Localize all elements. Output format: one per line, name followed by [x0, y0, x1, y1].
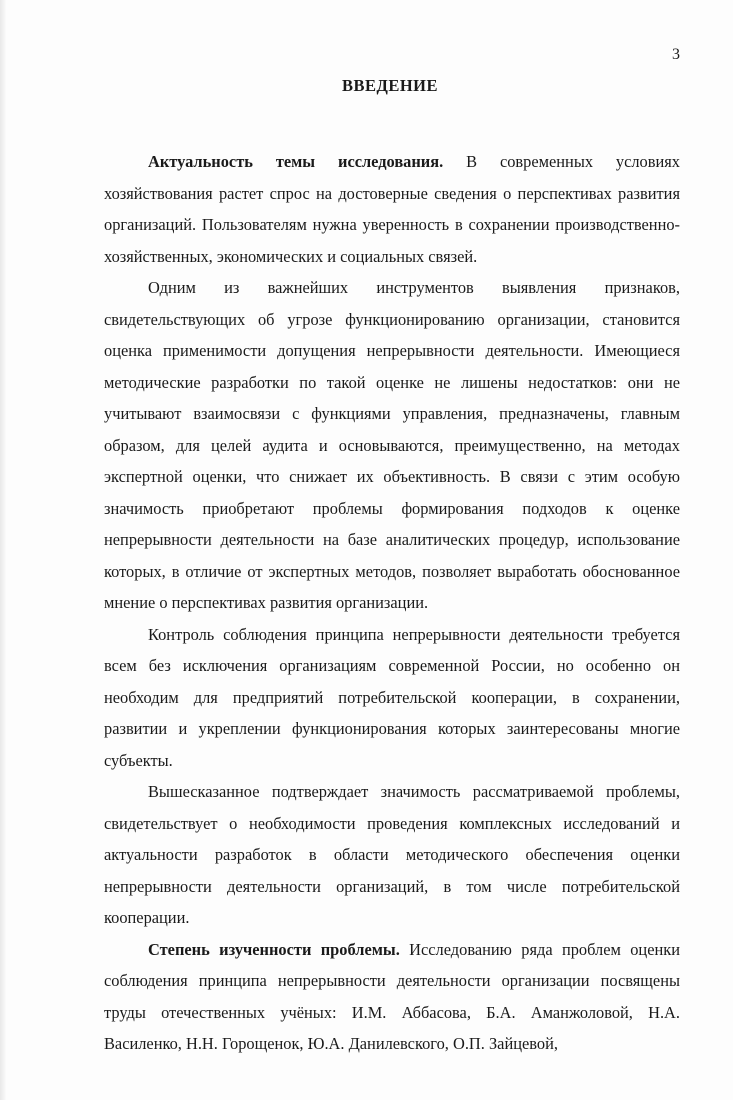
paragraph-text: Исследованию ряда проблем оценки соблюдения принципа непрерывности деятельности организации посвящены труды отечественных учёных: И.М. Аббасова, Б.А. Аманжоловой, Н.А. Василенко, Н.Н. Горощенок, Ю.А. Данилевского, О.П. Зайцевой,: [104, 939, 680, 1053]
page-number: 3: [672, 46, 680, 63]
paragraph-lead: Степень изученности проблемы.: [148, 939, 400, 959]
paragraph-tools: [104, 272, 680, 619]
section-title: ВВЕДЕНИЕ: [341, 76, 439, 95]
paragraph-lead: Актуальность темы исследования.: [148, 152, 444, 171]
paragraph-text: В современных условиях хозяйствования растет спрос на достоверные сведения о перспективах развития организаций. Пользователям нужна уверенность в сохранении производственно-хозяйственных, экономических и социальных связей.: [104, 152, 680, 266]
paragraph-text: Одним из важнейших инструментов выявления признаков, свидетельствующих об угрозе функционированию организации, становится оценка применимости допущения непрерывности деятельности. Имеющиеся методические разработки по такой оценке не лишены недостатков: они не учитывают взаимосвязи с функциями управления, предназначены, главным образом, для целей аудита и основываются, преимущественно, на методах экспертной оценки, что снижает их объективность. В связи с этим особую значимость приобретают проблемы формирования подходов к оценке непрерывности деятельности на базе аналитических процедур, использование которых, в отличие от экспертных методов, позволяет выработать обоснованное мнение о перспективах развития организации.: [104, 278, 680, 612]
paragraph-text: Вышесказанное подтверждает значимость рассматриваемой проблемы, свидетельствует о необходимости проведения комплексных исследований и актуальности разработок в области методического обеспечения оценки непрерывности деятельности организаций, в том числе потребительской кооперации.: [104, 782, 680, 927]
paragraph-significance: [104, 776, 680, 934]
paragraph-text: Контроль соблюдения принципа непрерывности деятельности требуется всем без исключения организациям современной России, но особенно он необходим для предприятий потребительской кооперации, в сохранении, развитии и укреплении функционирования которых заинтересованы многие субъекты.: [104, 624, 680, 770]
paragraph-relevance: [104, 146, 680, 272]
scan-edge: [0, 0, 6, 1100]
paragraph-study-degree: [104, 934, 680, 1060]
paragraph-control: [104, 619, 680, 777]
document-body: [104, 146, 680, 1060]
